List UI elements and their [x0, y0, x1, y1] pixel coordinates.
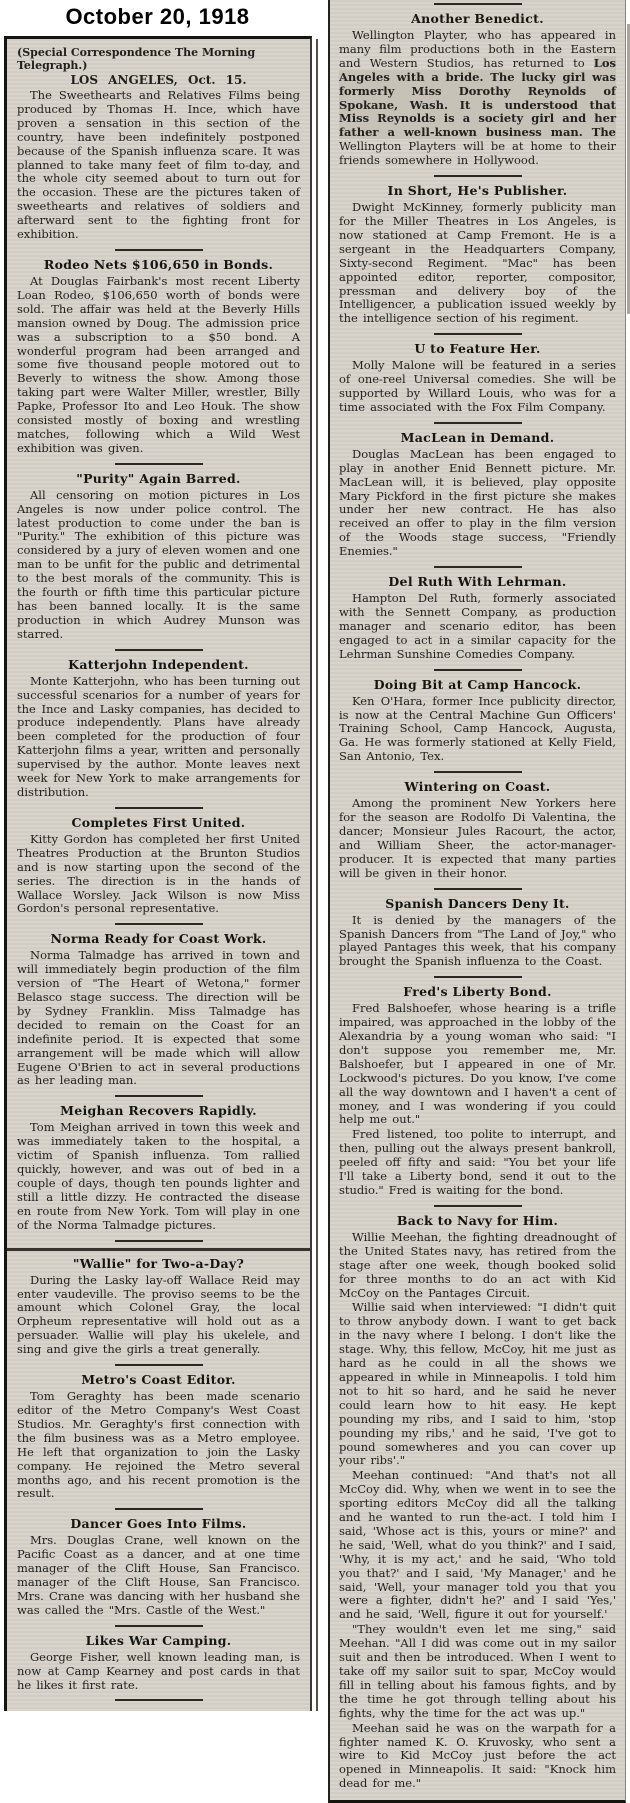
article-divider [434, 333, 522, 335]
left-column-clipping [4, 36, 312, 1711]
article [17, 1372, 300, 1501]
article [17, 1633, 300, 1693]
article [17, 1256, 300, 1357]
article-divider [115, 1364, 203, 1366]
article [17, 257, 300, 456]
article-headline: U to Feature Her. [414, 341, 541, 357]
paragraph: Monte Katterjohn, who has been turning out successful scenarios for a number of years for the Ince and Lasky companies, has decided to produce independently. Plans have already been completed for the production of four Katterjohn films a year, written and personally supervised by the author. Monte leaves next week for New York to make arrangements for distribution. [17, 673, 300, 799]
article-headline: "Wallie" for Two-a-Day? [72, 1255, 245, 1271]
paragraph: "They wouldn't even let me sing," said Meehan. "All I did was come out in my sailor suit and then be introduced. When I went to take off my sailor suit to spar, McCoy would fill in telling about his famous fights, and by the time he got through telling about his fights, why the time for the act was up." [339, 1622, 616, 1720]
article [17, 471, 300, 642]
article-headline: Back to Navy for Him. [396, 1212, 559, 1228]
page-title: October 20, 1918 [65, 4, 250, 29]
paragraph: Willie said when interviewed: "I didn't quit to throw anybody down. I want to get back in the navy where I belong. I don't like the stage. Why, this fellow, McCoy, hit me just as hard as he could in all the shows we appeared in while in Minneapolis. I told him not to hit so hard, and he said he never could learn how to hit easy. He kept pounding my ribs, and I said to him, 'stop pounding my ribs,' and he said, 'I've got to pound somewheres and you can cover up your ribs'." [339, 1300, 616, 1468]
article-headline: Doing Bit at Camp Hancock. [373, 676, 582, 692]
article [339, 984, 616, 1198]
article-divider [434, 566, 522, 568]
left-column-wrapper [0, 0, 315, 1711]
article-headline: Another Benedict. [411, 11, 544, 26]
article-divider [115, 649, 203, 651]
paragraph: Norma Talmadge has arrived in town and will immediately begin production of the film version of "The Heart of Wetona," former Belasco stage success. The direction will be by Sydney Franklin. Miss Talmadge has decided to remain on the Coast for an indefinite period. It is expected that some arrangement will be made which will allow Eugene O'Brien to act in several productions as her leading man. [17, 948, 300, 1088]
article [339, 183, 616, 326]
correspondence-credit: (Special Correspondence The Morning Telegraph.) [17, 46, 256, 72]
article [339, 341, 616, 415]
article-headline: Completes First United. [71, 814, 246, 830]
paragraph: Kitty Gordon has completed her first United Theatres Production at the Brunton Studios and is now starting upon the second of the series. The direction is in the hands of Wallace Worsley. Jack Wilson is now Miss Gordon's personal representative. [17, 831, 300, 916]
article [339, 677, 616, 765]
article-headline: Metro's Coast Editor. [81, 1372, 236, 1388]
article [17, 1103, 300, 1232]
paragraph: Meehan said he was on the warpath for a fighter named K. O. Kruvosky, who sent a wire to Kid McCoy just before the act opened in Minneapolis. It said: "Knock him dead for me." [339, 1720, 616, 1791]
paragraph: It is denied by the managers of the Spanish Dancers from "The Land of Joy," who played Pantages this week, that his company brought the Spanish influenza to the Coast. [339, 912, 616, 969]
article-divider [434, 3, 522, 5]
text-segment: Wellington Playter, who has appeared in many film productions both in the Eastern and Western Studios, has returned to [339, 28, 616, 70]
article [339, 896, 616, 970]
article-headline: Wintering on Coast. [404, 779, 551, 795]
article-divider [434, 175, 522, 177]
article [339, 1213, 616, 1791]
paragraph [339, 29, 616, 168]
clipping-crease-line [7, 1248, 310, 1251]
article-divider [115, 249, 203, 251]
paragraph: Molly Malone will be featured in a series of one-reel Universal comedies. She will be supported by Willard Louis, who was for a time associated with the Fox Film Company. [339, 358, 616, 414]
paragraph: Among the prominent New Yorkers here for the season are Rodolfo Di Valentina, the dancer; Monsieur Jules Racourt, the actor, and William Sheer, the actor-manager-producer. It is expected that many parties will be given in their honor. [339, 796, 616, 880]
article-headline: Spanish Dancers Deny It. [385, 895, 570, 911]
article-headline: In Short, He's Publisher. [387, 183, 568, 199]
article-headline: Dancer Goes Into Films. [70, 1516, 247, 1532]
article [17, 1516, 300, 1617]
article-divider [434, 669, 522, 671]
article [339, 574, 616, 662]
paragraph: Tom Geraghty has been made scenario editor of the Metro Company's West Coast Studios. Mr. Geraghty's first connection with the film business was as a Metro employee. He left that organization to join the Lasky company. He rejoined the Metro several months ago, and his recent promotion is the result. [17, 1389, 300, 1501]
article-divider [115, 923, 203, 925]
article-headline: Norma Ready for Coast Work. [50, 931, 267, 947]
article [339, 779, 616, 880]
article-headline: "Purity" Again Barred. [76, 470, 241, 486]
paragraph: Meehan continued: "And that's not all McCoy did. Why, when we went in to see the sporting editors McCoy did all the talking and he wanted to run the-act. I told him I said, 'Whose act is this, yours or mine?' and he said, 'Well, what do you think?' and I said, 'Why, it is my act,' and he said, 'Who told you that?' and I said, 'My Manager,' and he said, 'Well, your manager told you that you were a fighter, didn't he?' and I said 'Yes,' and he said, 'Well, figure it out for yourself.' [339, 1468, 616, 1622]
paragraph: George Fisher, well known leading man, is now at Camp Kearney and post cards in that he likes it first rate. [17, 1649, 300, 1692]
article-divider [115, 1625, 203, 1627]
lead-article [17, 46, 300, 242]
article-headline: Katterjohn Independent. [68, 656, 249, 672]
paragraph: Hampton Del Ruth, formerly associated with the Sennett Company, as production manager and scenario editor, has been engaged to act in a similar capacity for the Lehrman Sunshine Comedies Company. [339, 591, 616, 661]
article-divider [115, 463, 203, 465]
paragraph: Ken O'Hara, former Ince publicity director, is now at the Central Machine Gun Officers' Training School, Camp Hancock, Augusta, Ga. He was formerly stationed at Kelly Field, San Antonio, Tex. [339, 693, 616, 764]
right-column-clipping [328, 0, 626, 1803]
article-divider [115, 1095, 203, 1097]
article [17, 657, 300, 800]
paragraph: The Sweethearts and Relatives Films being produced by Thomas H. Ince, which have proven a sensation in this section of the country, have been indefinitely postponed because of the Spanish influenza scare. It was planned to take many feet of film to-day, and the whole city seemed about to turn out for the occasion. These are the pictures taken of sweethearts and relatives of soldiers and afterward sent to the fighting front for exhibition. [17, 88, 300, 242]
article-divider [434, 1205, 522, 1207]
article-divider [115, 807, 203, 809]
article-divider [115, 1508, 203, 1510]
paragraph: Tom Meighan arrived in town this week and was immediately taken to the hospital, a victim of Spanish influenza. Tom rallied quickly, however, and was out of bed in a couple of days, though ten pounds lighter and still a little dizzy. He contracted the disease en route from New York. Tom will play in one of the Norma Talmadge pictures. [17, 1120, 300, 1232]
article-divider [115, 1699, 203, 1701]
article-headline: Meighan Recovers Rapidly. [60, 1103, 257, 1119]
paragraph: All censoring on motion pictures in Los Angeles is now under police control. The latest production to come under the ban is "Purity." The exhibition of this picture was considered by a jury of eleven women and one man to be unfit for the public and detrimental to the best morals of the community. This is the fourth or fifth time this particular picture has been banned locally. It is the same production in which Audrey Munson was starred. [17, 487, 300, 641]
article [17, 931, 300, 1088]
article-headline: Del Ruth With Lehrman. [388, 574, 567, 590]
paragraph: During the Lasky lay-off Wallace Reid may enter vaudeville. The proviso seems to be the amount which Colonel Gray, the local Orpheum representative will hold out as a persuader. Wallie will play his ukelele, and sing and give the girls a treat generally. [17, 1272, 300, 1357]
article-headline: Fred's Liberty Bond. [403, 984, 552, 1000]
paragraph: Dwight McKinney, formerly publicity man for the Miller Theatres in Los Angeles, is now stationed at Camp Fremont. He is a sergeant in the Headquarters Company, Sixty-second Regiment. "Mac" has been appointed editor, reporter, compositor, pressman and delivery boy of the Intelligencer, a publication issued weekly by the intelligence section of his regiment. [339, 200, 616, 326]
article-divider [434, 771, 522, 773]
article-divider [434, 888, 522, 890]
paragraph: Douglas MacLean has been engaged to play in another Enid Bennett picture. Mr. MacLean will, it is believed, play opposite Mary Pickford in the first picture she makes under her new contract. He has also received an offer to play in the film version of the Woods stage success, "Friendly Enemies." [339, 446, 616, 559]
article-headline: Likes War Camping. [85, 1632, 232, 1648]
article-divider [434, 976, 522, 978]
dateline: LOS ANGELES, Oct. 15. [70, 73, 247, 87]
text-segment: Wellington Playters will be at home to their friends somewhere in Hollywood. [339, 139, 616, 168]
paragraph: Mrs. Douglas Crane, well known on the Pacific Coast as a dancer, and at one time manager of the Clift House, San Francisco. manager of the Clift House, San Francisco. Mrs. Crane was dancing with her husband she was called the "Mrs. Castle of the West." [17, 1533, 300, 1617]
paragraph: Willie Meehan, the fighting dreadnought of the United States navy, has retired from the stage after one week, though booked solid for three months to do an act with Kid McCoy on the Pantages Circuit. [339, 1229, 616, 1300]
article-divider [115, 1240, 203, 1242]
paragraph: At Douglas Fairbank's most recent Liberty Loan Rodeo, $106,650 worth of bonds were sold. The affair was held at the Beverly Hills mansion owned by Doug. The admission price was a subscription to a $50 bond. A wonderful program had been arranged and some five thousand people motored out to Beverly to witness the show. Among those taking part were Walter Miller, wrestler, Billy Papke, Professor Ito and Leo Houk. The show consisted mostly of boxing and wrestling matches, following which a Wild West exhibition was given. [17, 273, 300, 455]
paragraph: Fred Balshoefer, whose hearing is a trifle impaired, was approached in the lobby of the Alexandria by a young woman who said: "I don't suppose you remember me, Mr. Balshoefer, but I appeared in one of Mr. Lockwood's pictures. Do you know, I've come all the way downtown and I haven't a cent of money, and I was wondering if you could help me out." [339, 1001, 616, 1127]
article [17, 815, 300, 916]
article-divider [434, 422, 522, 424]
article-headline: MacLean in Demand. [400, 429, 555, 445]
article-headline: Rodeo Nets $106,650 in Bonds. [43, 256, 274, 272]
article [339, 430, 616, 559]
over-inked-text: Los Angeles with a bride. The lucky girl was formerly Miss Dorothy Reynolds of Spokane, Wash. It is understood that Miss Reynolds is a society girl and her father a well-known business man. The [339, 55, 616, 140]
paragraph: Fred listened, too polite to interrupt, and then, pulling out the always present bankroll, peeled off fifty and said: "You bet your life I'll take a Liberty bond, send it out to the studio." Fred is waiting for the bond. [339, 1127, 616, 1197]
article [339, 11, 616, 168]
